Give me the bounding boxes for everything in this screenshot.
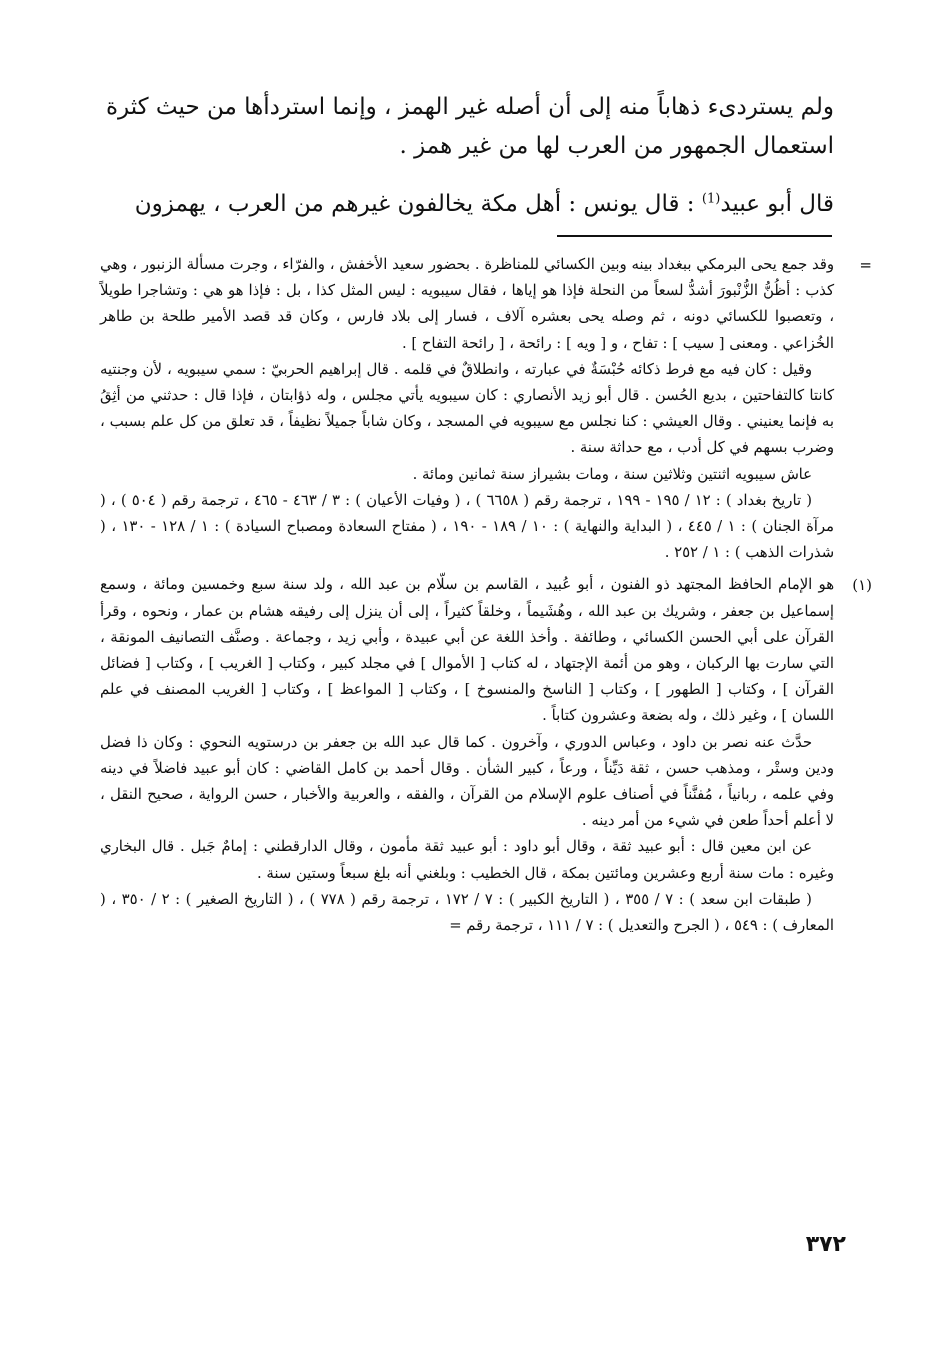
- main-line-3-start: قال أبو عبيد: [720, 191, 834, 217]
- footnote-continuation: [100, 252, 872, 566]
- main-line-3: [96, 184, 834, 224]
- footnote-1-sources: ( طبقات ابن سعد ) : ٧ / ٣٥٥ ، ( التاريخ الكبير ) : ٧ / ١٧٢ ، ترجمة رقم ( ٧٧٨ ) ، ( التاريخ الصغير ) : ٢ / ٣٥٠ ، ( المعارف ) : ٥٤٩ ، ( الجرح والتعديل ) : ٧ / ١١١ ، ترجمة رقم =: [100, 890, 834, 935]
- page-number: ٣٧٢: [805, 1232, 846, 1257]
- footnote-cont-para-3: عاش سيبويه اثنتين وثلاثين سنة ، ومات بشيراز سنة ثمانين ومائة .: [412, 465, 812, 483]
- footnote-reference: (1): [701, 191, 721, 207]
- main-line-2: استعمال الجمهور من العرب لها من غير همز .: [399, 133, 834, 159]
- footnote-separator: [557, 235, 832, 237]
- main-line-3-end: : قال يونس : أهل مكة يخالفون غيرهم من العرب ، يهمزون: [134, 191, 702, 217]
- footnote-1-para-3: عن ابن معين قال : أبو عبيد ثقة ، وقال أبو داود : أبو عبيد ثقة مأمون ، وقال الدارقطني : إمامٌ جَبل . قال البخاري وغيره : مات سنة أربع وعشرين ومائتين بمكة ، قال الخطيب : وبلغني أنه بلغ سبعاً وستين سنة .: [100, 838, 834, 882]
- footnote-1-para-1: هو الإمام الحافظ المجتهد ذو الفنون ، أبو عُبيد ، القاسم بن سلّام بن عبد الله ، ولد سنة سبع وخمسين ومائة ، وسمع إسماعيل بن جعفر ، وشريك بن عبد الله ، وهُشَيماً ، وخلقاً كثيراً ، إلى أن ينزل إلى رفيقه هشام بن عمار ، ونحوه ، وقرأ القرآن على أبي الحسن الكسائي ، وطائفة . وأخذ اللغة عن أبي عبيدة ، وأبي زيد ، وجماعة . وصنَّف التصانيف المونقة ، التي سارت بها الركبان ، وهو من أئمة الإجتهاد ، له كتاب [ الأموال ] في مجلد كبير ، وكتاب [ الغريب ] ، وكتاب [ فضائل القرآن ] ، وكتاب [ الطهور ] ، وكتاب [ الناسخ والمنسوخ ] ، وكتاب [ المواعظ ] ، وكتاب [ الغريب المصنف في علم اللسان ] ، وغير ذلك ، وله بضعة وعشرون كتاباً .: [100, 576, 834, 725]
- main-line-1: ولم يستردىء ذهاباً منه إلى أن أصله غير الهمز ، وإنما استردأها من حيث كثرة: [105, 94, 834, 120]
- footnote-cont-sources: ( تاريخ بغداد ) : ١٢ / ١٩٥ - ١٩٩ ، ترجمة رقم ( ٦٦٥٨ ) ، ( وفيات الأعيان ) : ٣ / ٤٦٣ - ٤٦٥ ، ترجمة رقم ( ٥٠٤ ) ، ( مرآة الجنان ) : ١ / ٤٤٥ ، ( البداية والنهاية ) : ١٠ / ١٨٩ - ١٩٠ ، ( مفتاح السعادة ومصباح السيادة ) : ١ / ١٢٨ - ١٣٠ ، ( شذرات الذهب ) : ١ / ٢٥٢ .: [100, 491, 834, 562]
- continuation-marker: =: [859, 256, 872, 274]
- footnote-1-marker: (١): [852, 576, 872, 595]
- footnote-1-para-2: حدَّث عنه نصر بن داود ، وعباس الدوري ، وآخرون . كما قال عبد الله بن جعفر بن درستويه النحوي : وكان ذا فضل ودين وستْر ، ومذهب حسن ، ثقة دَيِّناً ، ورعاً ، كبير الشأن . وقال أحمد بن كامل القاضي : كان أبو عبيد فاضلاً في دينه وفي علمه ، ربانياً ، مُفنَّناً في أصناف علوم الإسلام من القرآن ، والفقه ، والعربية والأخبار ، حسن الرواية ، صحيح النقل ، لا أعلم أحداً طعن في شيء من أمر دينه .: [100, 733, 834, 830]
- footnotes: [100, 252, 872, 943]
- footnote-cont-para-1: وقد جمع يحى البرمكي ببغداد بينه وبين الكسائي للمناظرة . بحضور سعيد الأخفش ، والفرّاء ، وجرت مسألة الزنبور ، وهي كذب : أظُنُّ الزُّنْبورَ أشدُّ لسعاً من النحلة فإذا هو إياها ، فقال سيبويه : ليس المثل كذا ، بل : فإذا هو هي : وتشاجرا طويلاً ، وتعصبوا للكسائي دونه ، ثم وصله يحى بعشره آلاف ، فسار إلى بلاد فارس ، وكان قد قصد الأمير طلحة بن طاهر الخُزاعي . ومعنى [ سيب ] : تفاح ، و [ ويه ] : رائحة ، [ رائحة التفاح ] .: [100, 256, 834, 352]
- footnote-1: [100, 572, 872, 939]
- main-text: [96, 88, 834, 224]
- footnote-cont-para-2: وقيل : كان فيه مع فرط ذكائه حُبْسَةٌ في عبارته ، وانطلاقٌ في قلمه . قال إبراهيم الحربيّ : سمي سيبويه ، لأن وجنتيه كانتا كالتفاحتين ، بديع الحُسن . قال أبو زيد الأنصاري : كان سيبويه يأتي مجلس ، وله ذؤابتان ، فإذا قال : حدثني من أثِقُ به فإنما يعنيني . وقال العيشي : كنا نجلس مع سيبويه في المسجد ، وكان شاباً جميلاً نظيفاً ، قد تعلق من كل علم بسبب ، وضرب بسهم في كل أدب ، مع حداثة سنة .: [100, 360, 834, 457]
